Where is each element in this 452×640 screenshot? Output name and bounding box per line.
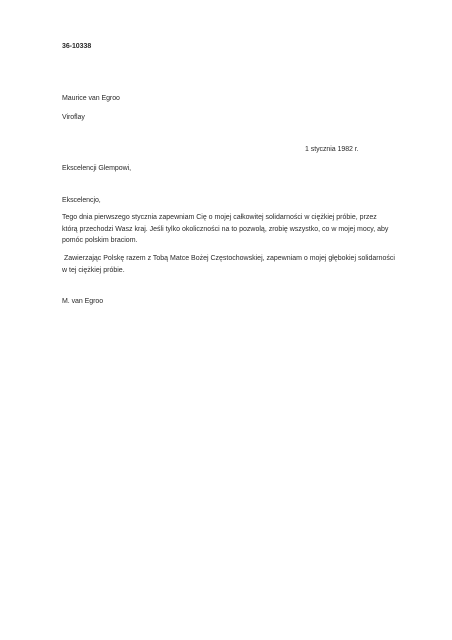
signature: M. van Egroo — [62, 298, 104, 305]
sender-name: Maurice van Egroo — [62, 95, 120, 102]
sender-city: Viroflay — [62, 114, 85, 121]
paragraph-2 — [62, 253, 393, 276]
addressee: Ekscelencji Glempowi, — [62, 165, 131, 172]
letter-date: 1 stycznia 1982 r. — [305, 146, 359, 153]
paragraph-1-line: pomóc polskim braciom. — [62, 237, 138, 244]
paragraph-1 — [62, 212, 393, 247]
reference-number: 36-10338 — [62, 43, 92, 50]
paragraph-1-line: którą przechodzi Wasz kraj. Jeśli tylko okoliczności na to pozwolą, zrobię wszystko, co w mojej mocy, aby — [62, 225, 389, 233]
paragraph-2-line: w tej ciężkiej próbie. — [62, 266, 125, 274]
salutation: Ekscelencjo, — [62, 197, 101, 204]
paragraph-2-line: Zawierzając Polskę razem z Tobą Matce Bożej Częstochowskiej, zapewniam o mojej głębokiej solidarności — [62, 255, 395, 262]
paragraph-1-line: Tego dnia pierwszego stycznia zapewniam Cię o mojej całkowitej solidarności w ciężkiej próbie, przez — [62, 214, 377, 221]
